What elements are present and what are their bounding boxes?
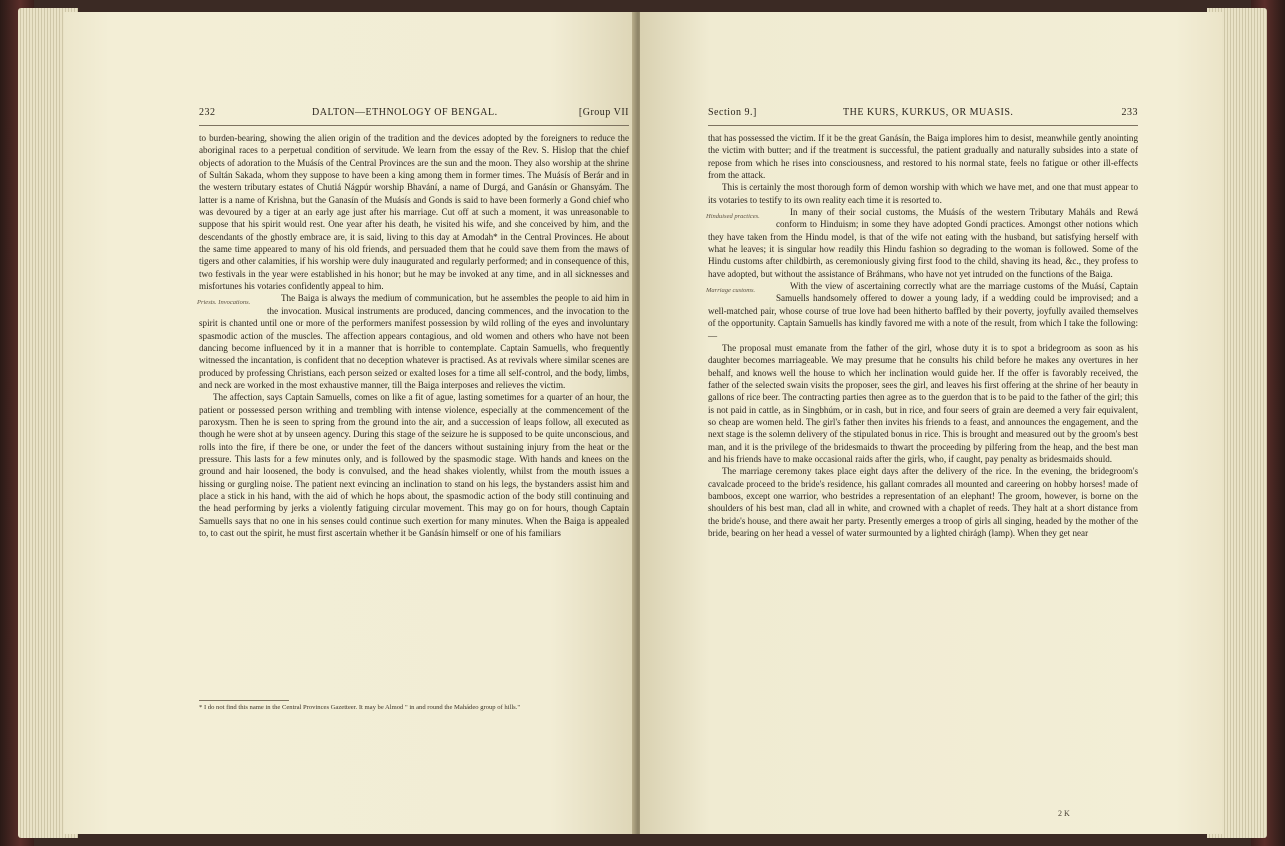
paragraph [708, 280, 1138, 342]
footnote-rule [199, 700, 289, 701]
left-page-number: 232 [199, 107, 216, 118]
sidenote: Hinduised practices. [706, 213, 760, 221]
paragraph-text: The Baiga is always the medium of communication, but he assembles the people to aid him in the invocation. Musical instruments are produced, dancing commences, and the invocation to the spirit is chanted until one or more of the performers manifest possession by wild rolling of the eyes and involuntary spasmodic action of the muscles. The affection appears contagious, and old women and others who have not been dancing become influenced by it in a manner that is horrible to contemplate. Captain Samuells, who frequently witnessed the incantation, is confident that no deception whatever is practised. As at revivals where similar scenes are produced by professing Christians, each person seized or exalted loses for a time all self-control, and the body, limbs, and neck are worked in the most exhaustive manner, till the Baiga interposes and relieves the victim. [199, 293, 629, 390]
sidenote: Marriage customs. [706, 287, 756, 295]
right-section-label: Section 9.] [708, 107, 757, 118]
paragraph: This is certainly the most thorough form of demon worship with which we have met, and one that must appear to its votaries to testify to its own reality each time it is resorted to. [708, 182, 1138, 205]
paragraph [199, 292, 629, 391]
left-header-rule [199, 125, 629, 126]
paragraph: The proposal must emanate from the father of the girl, whose duty it is to spot a bridegroom as soon as his daughter becomes marriageable. We may presume that he consults his child before he makes any overtures in her behalf, and knows well the house to which her inclination would guide her. If the offer is favorably received, the father of the selected swain visits the proposer, sees the girl, and leaves his first offering at the shrine of her beauty in gallons of rice beer. The contracting parties then agree as to the guerdon that is to be paid to the father of the girl; this is not paid in cattle, as in Singbhúm, or in cash, but in rice, and four seers of grain are deemed a very fair equivalent, so cheap are women held. The girl's father then invites his friends to a feast, and announces the engagement, and the next stage is the solemn delivery of the stipulated bonus in rice. This is brought and measured out by the groom's best man, and it is the privilege of the bridesmaids to thwart the proceeding by pilfering from the heap, and the best man and his friends have to make occasional raids after the girls, who, if caught, pay penalty as bridesmaids should. [708, 342, 1138, 464]
left-page [64, 12, 636, 834]
paragraph-text: In many of their social customs, the Muásís of the western Tributary Maháls and Rewá conform to Hinduism; in some they have adopted Gondí practices. Amongst other notions which they have taken from the Hindu model, is that of the wife not eating with the husband, but satisfying herself with what he leaves; it is singular how readily this Hindu fashion so degrading to the woman is followed. Some of the Hindu customs after childbirth, as ceremoniously giving first food to the child, shaving its head, &c., they profess to have adopted, but without the assistance of Bráhmans, who have not yet intruded on the functions of the Baiga. [708, 207, 1138, 279]
paragraph-text: With the view of ascertaining correctly what are the marriage customs of the Muásí, Captain Samuells handsomely offered to dower a young lady, if a wedding could be improvised; and a well-matched pair, whose course of true love had been hitherto baffled by their poverty, joyfully availed themselves of the opportunity. Captain Samuells has kindly favored me with a note of the result, from which I take the following:— [708, 281, 1138, 341]
right-body-text [708, 132, 1138, 539]
left-body-text [199, 132, 629, 539]
right-header-rule [708, 125, 1138, 126]
left-group-label: [Group VII [578, 107, 629, 118]
paragraph: The affection, says Captain Samuells, comes on like a fit of ague, lasting sometimes for a quarter of an hour, the patient or possessed person writhing and trembling with intense violence, especially at the commencement of the paroxysm. Then he is seen to spring from the ground into the air, and a succession of leaps follow, all executed as though he were shot at by unseen agency. During this stage of the seizure he is supposed to be quite unconscious, and rolls into the fire, if there be one, or under the feet of the dancers without sustaining injury from the heat or the pressure. This lasts for a few minutes only, and is followed by the spasmodic stage. With hands and knees on the ground and hair loosened, the body is convulsed, and the head shakes violently, whilst from the mouth issues a hissing or gurgling noise. The patient next evincing an inclination to stand on his legs, the bystanders assist him and place a stick in his hand, with the aid of which he hops about, the spasmodic action of the body still continuing and the head performing by jerks a violently fatiguing circular movement. This may go on for hours, though Captain Samuells says that no one in his senses could continue such exertion for many minutes. When the Baiga is appealed to, to cast out the spirit, he must first ascertain whether it be Ganásín himself or one of his familiars [199, 392, 629, 538]
paragraph [708, 206, 1138, 280]
paragraph: to burden-bearing, showing the alien origin of the tradition and the devices adopted by the foreigners to reduce the aboriginal races to a perpetual condition of servitude. We learn from the essay of the Rev. S. Hislop that the chief objects of adoration to the Muásís of the Central Provinces are the sun and the moon. They also worship at the shrine of Sultán Sakada, whom they suppose to have been a king among them in former times. The Muásís of Berár and in the western tributary estates of Chutiá Nágpúr worship Bhavání, a name of Durgá, and Ganásín or Ghansyám. The latter is a name of Krishna, but the Ganasín of the Muásís and Gonds is said to have been formerly a Gond chief who was devoured by a tiger at an early age just after his marriage. Cut off at such a moment, it was unreasonable to suppose that his spirit would rest. One year after his death, he visited his wife, and she conceived by him, and the descendants of the ghostly embrace are, it is said, living to this day at Amodah* in the Central Provinces. He about the same time appeared to many of his old friends, and persuaded them that he could save them from the maws of tigers and other calamities, if his worship were duly inaugurated and regularly performed; and in consequence of this, two festivals in the year were established in his honor; but he may be invoked at any time, and in all sicknesses and misfortunes his votaries confidently appeal to him. [199, 133, 629, 292]
footnote: * I do not find this name in the Central Provinces Gazetteer. It may be Almod " in and round the Mahádeo group of hills." [199, 704, 521, 711]
signature-mark: 2 K [1058, 809, 1070, 818]
left-running-title: DALTON—ETHNOLOGY OF BENGAL. [312, 107, 498, 118]
right-page-number: 233 [1121, 107, 1138, 118]
right-running-title: THE KURS, KURKUS, OR MUASIS. [843, 107, 1014, 118]
paragraph: that has possessed the victim. If it be the great Ganásín, the Baiga implores him to desist, meanwhile gently anointing the victim with butter; and if the treatment is successful, the patient gradually and naturally subsides into a state of repose from which he rises into consciousness, and restored to his normal state, feels no fatigue or other ill-effects from the attack. [708, 133, 1138, 181]
paragraph: The marriage ceremony takes place eight days after the delivery of the rice. In the evening, the bridegroom's cavalcade proceed to the bride's residence, his gallant comrades all mounted and careering on hobby horses! made of bamboos, except one warrior, who bestrides a representation of an elephant! The groom, however, is borne on the shoulders of his best man, clad all in white, and crowned with a chaplet of reeds. They halt at a short distance from the bride's house, and there await her party. Presently emerges a troop of girls all singing, headed by the mother of the bride, bearing on her head a vessel of water surmounted by a lighted chirágh (lamp). When they get near [708, 466, 1138, 538]
left-page-header [199, 107, 629, 123]
sidenote: Priests. Invocations. [197, 299, 251, 307]
right-page-header [708, 107, 1138, 123]
right-page [640, 12, 1222, 834]
